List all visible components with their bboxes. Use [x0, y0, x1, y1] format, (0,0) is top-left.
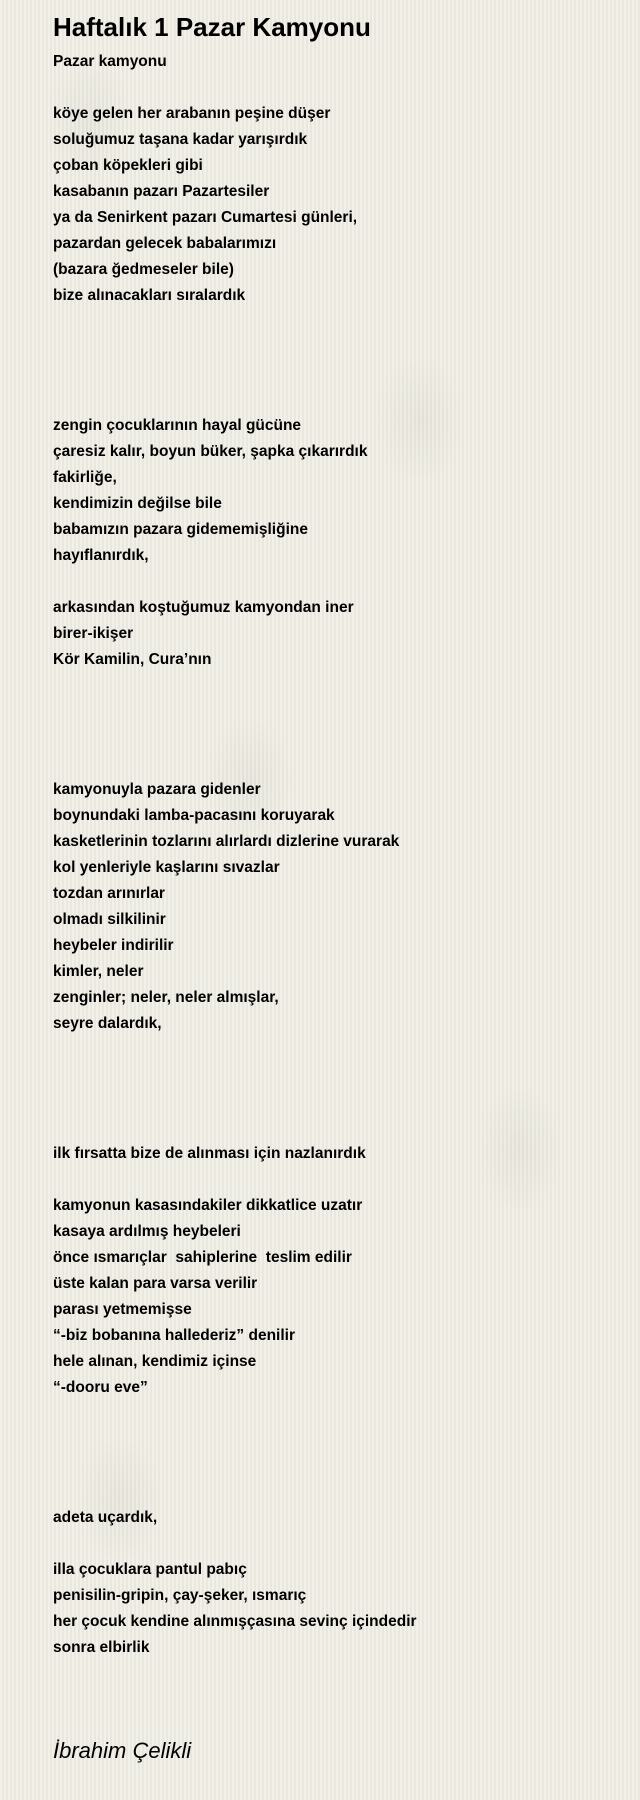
poem-line: üste kalan para varsa verilir: [53, 1275, 258, 1292]
poem-line: soluğumuz taşana kadar yarışırdık: [53, 131, 308, 148]
poem-blank-line: [53, 309, 613, 335]
poem-blank-line: [53, 569, 613, 595]
poem-blank-line: [53, 1089, 613, 1115]
poem-line: Kör Kamilin, Cura’nın: [53, 651, 212, 668]
poem-line: çoban köpekleri gibi: [53, 157, 203, 174]
poem-line: kamyonun kasasındakiler dikkatlice uzatır: [53, 1197, 363, 1214]
poem-line: hayıflanırdık,: [53, 547, 149, 564]
poem-blank-line: [53, 1479, 613, 1505]
poem-line: bize alınacakları sıralardık: [53, 287, 246, 304]
poem-blank-line: [53, 1115, 613, 1141]
poem-body: [53, 75, 613, 1661]
poem-line: olmadı silkilinir: [53, 911, 166, 928]
poem-line: ilk fırsatta bize de alınması için nazlanırdık: [53, 1145, 366, 1162]
poem-line: tozdan arınırlar: [53, 885, 165, 902]
poem-blank-line: [53, 699, 613, 725]
poem-page: [53, 10, 613, 1661]
poem-line: babamızın pazara gidememişliğine: [53, 521, 308, 538]
poem-line: fakirliğe,: [53, 469, 117, 486]
poem-blank-line: [53, 751, 613, 777]
poem-line: kasabanın pazarı Pazartesiler: [53, 183, 270, 200]
poem-line: kamyonuyla pazara gidenler: [53, 781, 261, 798]
poem-line: (bazara ğedmeseler bile): [53, 261, 234, 278]
poem-line: çaresiz kalır, boyun büker, şapka çıkarırdık: [53, 443, 368, 460]
poem-line: hele alınan, kendimiz içinse: [53, 1353, 257, 1370]
poem-line: pazardan gelecek babalarımızı: [53, 235, 277, 252]
poem-author[interactable]: İbrahim Çelikli: [53, 1738, 192, 1763]
poem-line: penisilin-gripin, çay-şeker, ısmarıç: [53, 1587, 307, 1604]
poem-line: sonra elbirlik: [53, 1639, 150, 1656]
poem-line: heybeler indirilir: [53, 937, 174, 954]
poem-line: kendimizin değilse bile: [53, 495, 222, 512]
poem-line: kasaya ardılmış heybeleri: [53, 1223, 241, 1240]
poem-line: kimler, neler: [53, 963, 144, 980]
poem-line: kol yenleriyle kaşlarını sıvazlar: [53, 859, 280, 876]
poem-line: parası yetmemişse: [53, 1301, 192, 1318]
poem-line: köye gelen her arabanın peşine düşer: [53, 105, 331, 122]
poem-blank-line: [53, 1453, 613, 1479]
poem-blank-line: [53, 1427, 613, 1453]
poem-title: Haftalık 1 Pazar Kamyonu: [53, 12, 371, 42]
poem-blank-line: [53, 1401, 613, 1427]
poem-line: adeta uçardık,: [53, 1509, 158, 1526]
poem-blank-line: [53, 361, 613, 387]
poem-blank-line: [53, 335, 613, 361]
poem-blank-line: [53, 387, 613, 413]
poem-line: “-biz bobanına hallederiz” denilir: [53, 1327, 295, 1344]
poem-line: “-dooru eve”: [53, 1379, 148, 1396]
poem-line: boynundaki lamba-pacasını koruyarak: [53, 807, 335, 824]
poem-line: zenginler; neler, neler almışlar,: [53, 989, 279, 1006]
poem-blank-line: [53, 725, 613, 751]
poem-blank-line: [53, 1167, 613, 1193]
poem-line: seyre dalardık,: [53, 1015, 162, 1032]
poem-line: illa çocuklara pantul pabıç: [53, 1561, 247, 1578]
poem-line: her çocuk kendine alınmışçasına sevinç içindedir: [53, 1613, 417, 1630]
poem-blank-line: [53, 673, 613, 699]
poem-line: arkasından koştuğumuz kamyondan iner: [53, 599, 354, 616]
poem-subtitle: Pazar kamyonu: [53, 53, 167, 70]
poem-line: önce ısmarıçlar sahiplerine teslim edilir: [53, 1249, 352, 1266]
poem-blank-line: [53, 1037, 613, 1063]
poem-blank-line: [53, 1063, 613, 1089]
poem-line: ya da Senirkent pazarı Cumartesi günleri,: [53, 209, 358, 226]
poem-blank-line: [53, 1531, 613, 1557]
poem-line: birer-ikişer: [53, 625, 134, 642]
poem-line: kasketlerinin tozlarını alırlardı dizlerine vurarak: [53, 833, 400, 850]
poem-line: zengin çocuklarının hayal gücüne: [53, 417, 302, 434]
